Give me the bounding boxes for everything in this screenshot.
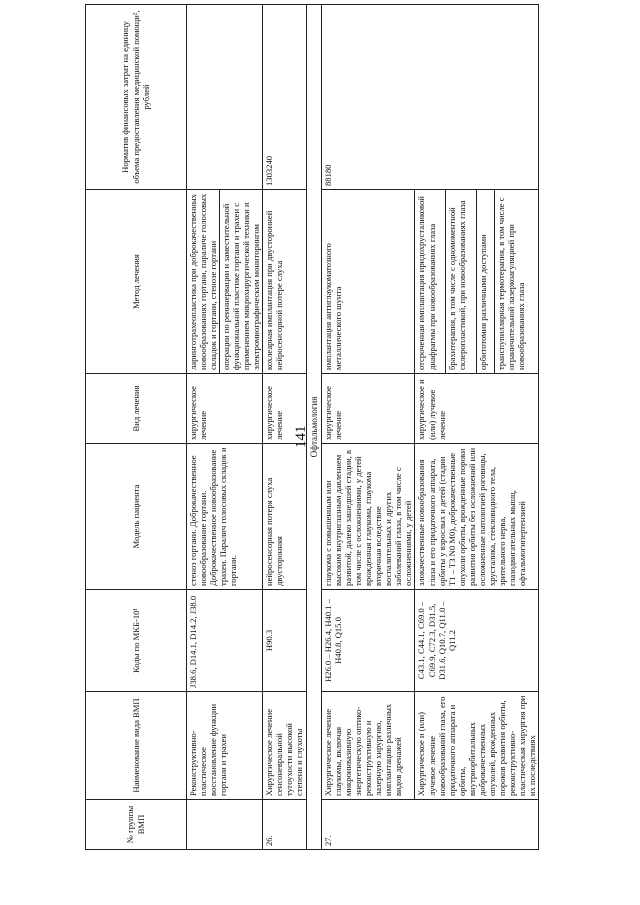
table-row [263, 5, 306, 850]
cell-type: хирургическое и (или) лучевое лечение [415, 374, 539, 444]
cell-method: орбитотомия различными доступами [477, 190, 494, 374]
cell-codes: C43.1, C44.1, C69.0 – C69.9, C72.3, D31.5, D31.6, Q10.7, Q11.0 – Q11.2 [415, 590, 539, 692]
cell-model: стеноз гортани. Доброкачественное новообразование гортани. Доброкачественное новообразование трахеи. Паралич голосовых складок и гортани. [187, 444, 263, 590]
header-num: № группы ВМП [86, 800, 187, 850]
table-row [187, 5, 220, 850]
cell-norm [187, 5, 263, 190]
cell-num: 27. [322, 800, 539, 850]
cell-method: кохлеарная имплантация при двусторонней нейросенсорной потере слуха [263, 190, 306, 374]
header-method: Метод лечения [86, 190, 187, 374]
cell-method: транспупиллярная термотерапия, в том числе с ограничительной лазеркоагуляцией при новообразованиях глаза [494, 190, 538, 374]
header-norm: Норматив финансовых затрат на единицу объема предоставления медицинской помощи², рублей [86, 5, 187, 190]
cell-num: 26. [263, 800, 306, 850]
cell-norm: 88180 [322, 5, 539, 190]
cell-type: хирургическое лечение [263, 374, 306, 444]
table-row [322, 5, 415, 850]
cell-method: операции по реиннервации и заместительной функциональной пластике гортани и трахеи с применением микрохирургической техники и электромиографическим мониторингом [220, 190, 263, 374]
header-type: Вид лечения [86, 374, 187, 444]
cell-method: брахитерапия, в том числе с одномоментной склеропластикой, при новообразованиях глаза [446, 190, 477, 374]
cell-model: злокачественные новообразования глаза и его придаточного аппарата, орбиты у взрослых и детей (стадии T1 – T3 N0 M0), доброкачественные опухоли орбиты, врожденные пороки развития орбиты без осложнений или осложненные патологией роговицы, хрусталика, стекловидного тела, зрительного нерва, глазодвигательных мышц, офтальмогипертензией [415, 444, 539, 590]
header-row [86, 5, 187, 850]
cell-codes: H26.0 – H26.4, H40.1 – H40.8, Q15.0 [322, 590, 415, 692]
cell-type: хирургическое лечение [187, 374, 263, 444]
rotated-page [85, 5, 640, 850]
cell-num [187, 800, 263, 850]
header-codes: Коды по МКБ-10¹ [86, 590, 187, 692]
header-name: Наименование вида ВМП [86, 692, 187, 800]
page-number: 141 [293, 425, 309, 448]
section-row [306, 5, 322, 850]
header-model: Модель пациента [86, 444, 187, 590]
cell-type: хирургическое лечение [322, 374, 415, 444]
cell-method: имплантация антиглаукоматозного металлического шунта [322, 190, 415, 374]
cell-model: нейросенсорная потеря слуха двусторонняя [263, 444, 306, 590]
cell-codes: H90.3 [263, 590, 306, 692]
cell-method: отсроченная имплантация иридохрусталиковой диафрагмы при новообразованиях глаза [415, 190, 446, 374]
vmp-table [85, 4, 539, 850]
cell-name: Хирургическое лечение сенсоневральной тугоухости высокой степени и глухоты [263, 692, 306, 800]
cell-name: Хирургическое лечение глаукомы, включая микроинвазивную энергетическую оптико-реконструктивную и лазерную хирургию, имплантацию различных видов дренажей [322, 692, 415, 800]
cell-method: ларинготрахеопластика при доброкачественных новообразованиях гортани, параличе голосовых складок и гортани, стенозе гортани [187, 190, 220, 374]
cell-codes: J38.6, D14.1, D14.2, J38.0 [187, 590, 263, 692]
cell-norm: 1303240 [263, 5, 306, 190]
cell-name: Реконструктивно-пластическое восстановление функции гортани и трахеи [187, 692, 263, 800]
section-title: Офтальмология [306, 5, 322, 850]
cell-model: глаукома с повышенным или высоким внутриглазным давлением развитой, далеко зашедшей стадии, в том числе с осложнениями, у детей врожденная глаукома, глаукома вторичная вследствие воспалительных и других заболеваний глаза, в том числе с осложнениями, у детей [322, 444, 415, 590]
cell-name: Хирургическое и (или) лучевое лечение новообразований глаза, его придаточного аппарата и орбиты, внутриорбитальных доброкачественных опухолей, врожденных пороков развития орбиты, реконструктивно-пластическая хирургия при их последствиях [415, 692, 539, 800]
